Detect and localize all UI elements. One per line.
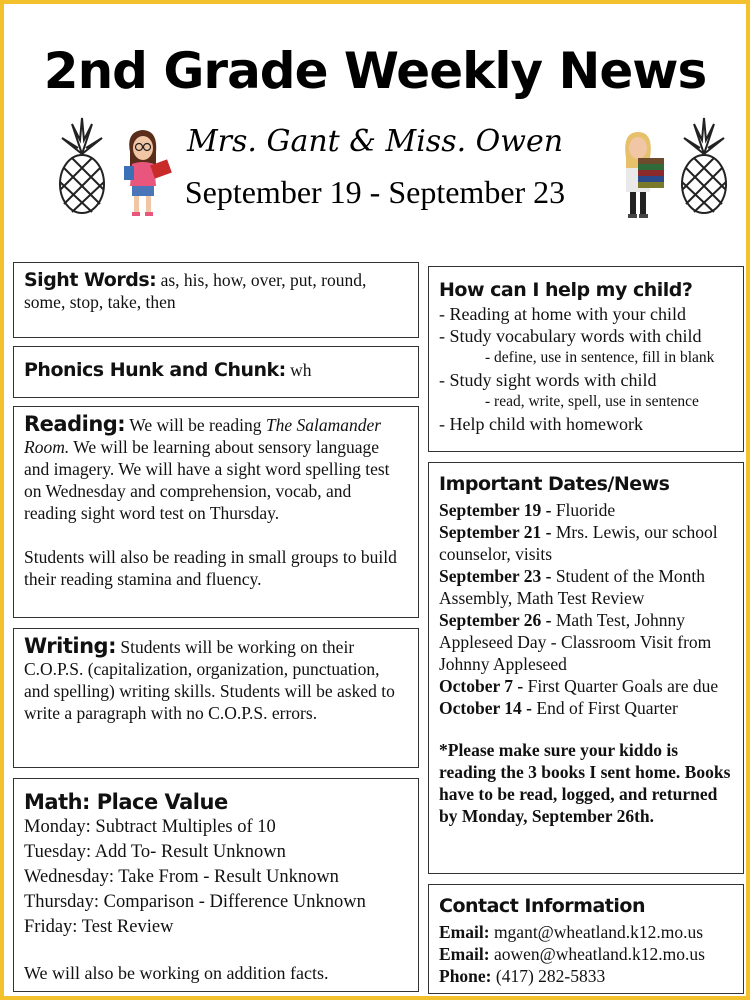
writing-heading: Writing: [24,634,116,658]
important-dates-box [428,462,744,874]
reading-text-after: We will be learning about sensory language and imagery. We will have a sight word spelling test on Wednesday and comprehension, vocab, and reading sight word test on Thursday. [24,437,390,523]
event-item [439,697,733,719]
event-item [439,521,733,565]
event-date: September 19 - [439,500,552,520]
event-text: Fluoride [555,500,616,520]
math-day: Friday: Test Review [24,917,174,937]
email-address-1[interactable]: mgant@wheatland.k12.mo.us [493,922,704,942]
writing-text: Students will be working on their C.O.P.S. (capitalization, organization, punctuation, and spelling) writing skills. Students will be asked to write a paragraph with no C.O.P.S. errors. [24,637,395,723]
reading-heading: Reading: [24,412,126,436]
help-item: - Reading at home with your child [439,304,686,324]
math-day: Thursday: Comparison - Difference Unknown [24,892,366,912]
event-text: End of First Quarter [536,698,678,718]
reading-book-title: The Salamander Room. [24,415,382,457]
reading-box [13,406,419,618]
reading-paragraph-2: Students will also be reading in small groups to build their reading stamina and fluency. [24,547,397,589]
math-box [13,778,419,992]
contact-email-line [439,921,733,943]
event-date: September 23 - [439,566,552,586]
help-subitem: - define, use in sentence, fill in blank [485,349,715,366]
math-day: Monday: Subtract Multiples of 10 [24,817,276,837]
phone-number: (417) 282-5833 [495,966,606,986]
help-box [428,266,744,452]
contact-phone-line [439,965,733,987]
important-heading: Important Dates/News [439,473,670,495]
event-text: Mrs. Lewis, our school counselor, visits [439,522,718,564]
math-note: We will also be working on addition facts. [24,963,329,983]
math-heading: Math: Place Value [24,790,228,814]
event-item [439,565,733,609]
help-subitem: - read, write, spell, use in sentence [485,393,699,410]
reading-text-before: We will be reading [129,415,262,435]
event-date: September 26 - [439,610,552,630]
contact-heading: Contact Information [439,895,645,917]
event-item [439,609,733,675]
sight-words-box [13,262,419,338]
phonics-box [13,346,419,398]
event-text: First Quarter Goals are due [527,676,719,696]
writing-box [13,628,419,768]
help-heading: How can I help my child? [439,279,693,301]
sight-words-text: as, his, how, over, put, round, some, stop, take, then [24,270,367,312]
event-date: September 21 - [439,522,552,542]
email-address-2[interactable]: aowen@wheatland.k12.mo.us [493,944,705,964]
sight-words-heading: Sight Words: [24,269,157,291]
phonics-heading: Phonics Hunk and Chunk: [24,359,286,381]
event-date: October 7 - [439,676,524,696]
event-item [439,675,733,697]
week-dates: September 19 - September 23 [184,174,566,210]
event-date: October 14 - [439,698,532,718]
page-title: 2nd Grade Weekly News [43,42,707,100]
contact-email-line [439,943,733,965]
email-label: Email: [439,922,490,942]
event-text: Math Test, Johnny Appleseed Day - Classroom Visit from Johnny Appleseed [439,610,712,674]
books-reminder-note: *Please make sure your kiddo is reading the 3 books I sent home. Books have to be read, logged, and returned by Monday, September 26th. [439,740,731,826]
email-label: Email: [439,944,490,964]
help-item: - Help child with homework [439,414,643,434]
contact-box [428,884,744,994]
phone-label: Phone: [439,966,492,986]
math-day: Tuesday: Add To- Result Unknown [24,842,286,862]
event-text: Student of the Month Assembly, Math Test Review [439,566,706,608]
phonics-text: wh [290,360,312,380]
teacher-names: Mrs. Gant & Miss. Owen [186,124,564,159]
event-item [439,499,733,521]
math-day: Wednesday: Take From - Result Unknown [24,867,339,887]
help-item: - Study sight words with child [439,370,657,390]
help-item: - Study vocabulary words with child [439,326,702,346]
